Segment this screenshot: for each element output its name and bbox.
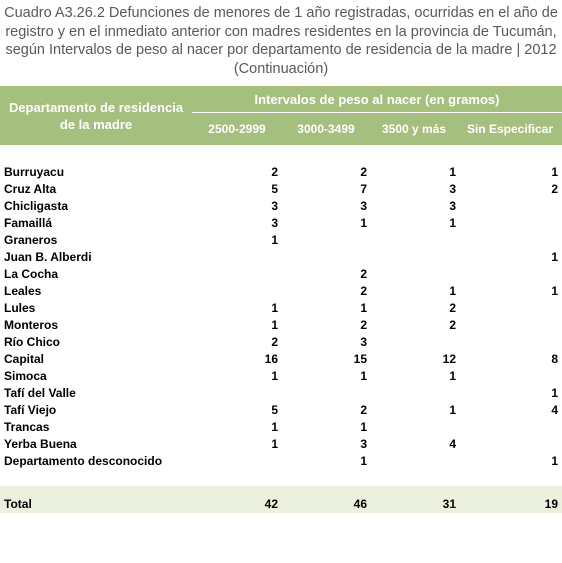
cell-3500-mas: 1: [449, 284, 456, 298]
cell-sin-especificar: 1: [551, 284, 558, 298]
dept-header-line2: de la madre: [59, 117, 133, 132]
cell-3000-3499: 3: [360, 199, 367, 213]
total-row: [0, 497, 562, 514]
cell-2500-2999: 3: [271, 199, 278, 213]
total-label: Total: [4, 497, 32, 511]
table-header: [0, 86, 562, 145]
cell-2500-2999: 3: [271, 216, 278, 230]
table-row: [0, 318, 562, 335]
row-label: Tafí Viejo: [4, 403, 57, 417]
table-row: [0, 386, 562, 403]
total-3000-3499: 46: [353, 497, 367, 511]
cell-3500-mas: 4: [449, 437, 456, 451]
weight-group-header: Intervalos de peso al nacer (en gramos): [254, 92, 500, 107]
cell-sin-especificar: 1: [551, 250, 558, 264]
cell-3000-3499: 2: [360, 403, 367, 417]
col-header-3500-mas: 3500 y más: [381, 122, 447, 136]
table-row: [0, 233, 562, 250]
cell-3000-3499: 1: [360, 420, 367, 434]
table-row: [0, 301, 562, 318]
table-row: [0, 182, 562, 199]
cell-2500-2999: 5: [271, 403, 278, 417]
row-label: Trancas: [4, 420, 50, 434]
table-row: [0, 369, 562, 386]
row-label: Chicligasta: [4, 199, 69, 213]
cell-3500-mas: 3: [449, 199, 456, 213]
row-label: Leales: [4, 284, 42, 298]
table-row: [0, 216, 562, 233]
row-label: Tafí del Valle: [4, 386, 76, 400]
cell-2500-2999: 2: [271, 165, 278, 179]
table-row: [0, 199, 562, 216]
cell-sin-especificar: 2: [551, 182, 558, 196]
col-header-sin-especificar: Sin Especificar: [466, 122, 554, 136]
cell-3000-3499: 2: [360, 267, 367, 281]
total-2500-2999: 42: [264, 497, 278, 511]
row-label: Cruz Alta: [4, 182, 57, 196]
cell-sin-especificar: 1: [551, 454, 558, 468]
table-row: [0, 165, 562, 182]
row-label: Simoca: [4, 369, 47, 383]
cell-3500-mas: 1: [449, 216, 456, 230]
cell-2500-2999: 1: [271, 318, 278, 332]
table-row: [0, 420, 562, 437]
cell-2500-2999: 1: [271, 437, 278, 451]
cell-3500-mas: 1: [449, 403, 456, 417]
table-row: [0, 267, 562, 284]
cell-2500-2999: 1: [271, 420, 278, 434]
total-sin-especificar: 19: [544, 497, 558, 511]
row-label: Famaillá: [4, 216, 53, 230]
dept-header-line1: Departamento de residencia: [8, 100, 184, 115]
cell-sin-especificar: 8: [551, 352, 558, 366]
cell-3000-3499: 2: [360, 165, 367, 179]
cell-3000-3499: 2: [360, 318, 367, 332]
dept-column-header: [0, 99, 192, 133]
cell-sin-especificar: 1: [551, 165, 558, 179]
row-label: Monteros: [4, 318, 58, 332]
table-title: Cuadro A3.26.2 Defunciones de menores de 1 año registradas, ocurridas en el año de registro y en el inmediato anterior con madres residentes en la provincia de Tucumán, según Intervalos de peso al nacer por departamento de residencia de la madre | 2012 (Continuación): [4, 5, 558, 77]
table-row: [0, 352, 562, 369]
row-label: Capital: [4, 352, 45, 366]
cell-3500-mas: 1: [449, 369, 456, 383]
table-row: [0, 284, 562, 301]
cell-3000-3499: 1: [360, 454, 367, 468]
cell-3500-mas: 1: [449, 165, 456, 179]
table-row: [0, 335, 562, 352]
cell-3500-mas: 3: [449, 182, 456, 196]
row-label: Juan B. Alberdi: [4, 250, 92, 264]
cell-3000-3499: 1: [360, 369, 367, 383]
row-label: Yerba Buena: [4, 437, 77, 451]
cell-3500-mas: 2: [449, 301, 456, 315]
cell-3500-mas: 12: [442, 352, 456, 366]
cell-2500-2999: 1: [271, 233, 278, 247]
row-label: Burruyacu: [4, 165, 65, 179]
row-label: La Cocha: [4, 267, 59, 281]
cell-3000-3499: 2: [360, 284, 367, 298]
header-divider: [192, 112, 562, 113]
row-label: Departamento desconocido: [4, 454, 163, 468]
cell-2500-2999: 5: [271, 182, 278, 196]
cell-2500-2999: 1: [271, 301, 278, 315]
row-label: Lules: [4, 301, 36, 315]
table-row: [0, 250, 562, 267]
cell-3000-3499: 15: [353, 352, 367, 366]
total-3500-mas: 31: [442, 497, 456, 511]
cell-sin-especificar: 4: [551, 403, 558, 417]
cell-3000-3499: 3: [360, 437, 367, 451]
cell-2500-2999: 16: [264, 352, 278, 366]
col-header-3000-3499: 3000-3499: [297, 122, 355, 136]
cell-3500-mas: 2: [449, 318, 456, 332]
table-row: [0, 437, 562, 454]
cell-3000-3499: 3: [360, 335, 367, 349]
table-row: [0, 454, 562, 471]
cell-3000-3499: 7: [360, 182, 367, 196]
row-label: Río Chico: [4, 335, 60, 349]
cell-2500-2999: 2: [271, 335, 278, 349]
cell-2500-2999: 1: [271, 369, 278, 383]
row-label: Graneros: [4, 233, 58, 247]
table-row: [0, 403, 562, 420]
cell-sin-especificar: 1: [551, 386, 558, 400]
cell-3000-3499: 1: [360, 301, 367, 315]
col-header-2500-2999: 2500-2999: [208, 122, 266, 136]
cell-3000-3499: 1: [360, 216, 367, 230]
